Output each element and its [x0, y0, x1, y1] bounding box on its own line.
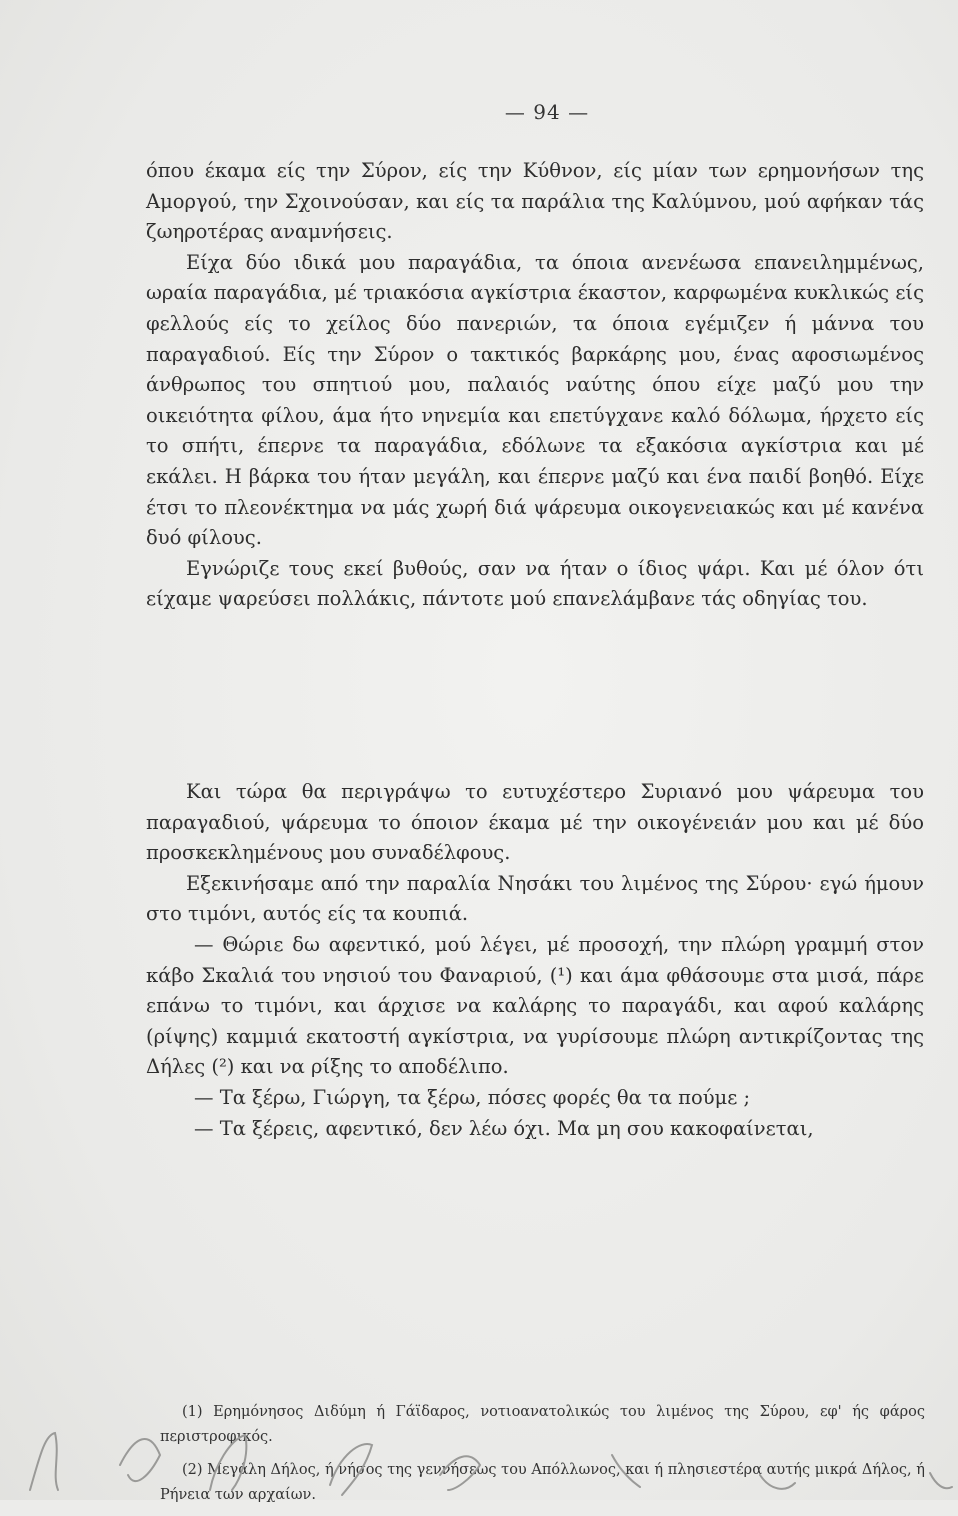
paragraph-guidance: Εγνώριζε τους εκεί βυθούς, σαν να ήταν ο ίδιος ψάρι. Και μέ όλον ότι είχαμε ψαρεύσει πολλάκις, πάντοτε μού επανελάμβανε τάς οδηγίας του. [146, 556, 924, 611]
main-text-section-1 [146, 156, 924, 615]
footnote-1: (1) Ερημόνησος Διδύμη ή Γάϊδαρος, νοτιοανατολικώς του λιμένος της Σύρου, εφ' ής φάρος περιστροφικός. [160, 1404, 925, 1445]
footnote-2: (2) Μεγάλη Δήλος, ή νήσος της γεννήσεως του Απόλλωνος, και ή πλησιεστέρα αυτής μικρά Δήλος, ή Ρήνεια των αρχαίων. [160, 1462, 925, 1503]
paragraph-continuation: όπου έκαμα είς την Σύρον, είς την Κύθνον, είς μίαν των ερημονήσων της Αμοργού, την Σχοινούσαν, και είς τα παράλια της Καλύμνου, μού αφήκαν τάς ζωηροτέρας αναμνήσεις. [146, 159, 924, 244]
main-text-section-2 [146, 777, 924, 1144]
dialogue-line: — Τα ξέρω, Γιώργη, τα ξέρω, πόσες φορές θα τα πούμε ; [194, 1085, 751, 1109]
dialogue-line: — Θώριε δω αφεντικό, μού λέγει, μέ προσοχή, την πλώρη γραμμή στον κάβο Σκαλιά του νησιού του Φαναριού, (¹) και άμα φθάσουμε στα μισά, πάρε επάνω το τιμόνι, και άρχισε να καλάρης το παραγάδι, και αφού καλάρης (ρίψης) καμμιά εκατοστή αγκίστρια, να γυρίσουμε πλώρη αντικρίζοντας της Δήλες (²) και να ρίξης το αποδέλιπο. [146, 932, 924, 1079]
paragraph-description: Και τώρα θα περιγράψω το ευτυχέστερο Συριανό μου ψάρευμα του παραγαδιού, ψάρευμα το όποιον έκαμα μέ την οικογένειάν μου και μέ δύο προσκεκλημένους μου συναδέλφους. [146, 780, 924, 865]
paragraph-fishing-lines: Είχα δύο ιδικά μου παραγάδια, τα όποια ανενέωσα επανειλημμένως, ωραία παραγάδια, μέ τριακόσια αγκίστρια έκαστον, καρφωμένα κυκλικώς είς φελλούς είς το χείλος δύο πανεριών, τα όποια εγέμιζεν ή μάννα του παραγαδιού. Είς την Σύρον ο τακτικός βαρκάρης μου, ένας αφοσιωμένος άνθρωπος του σπητιού μου, παλαιός ναύτης όπου είχε μαζύ μου την οικειότητα φίλου, άμα ήτο νηνεμία και επετύγχανε καλό δόλωμα, ήρχετο είς το σπήτι, έπερνε τα παραγάδια, εδόλωνε τα εξακόσια αγκίστρια και μέ εκάλει. Η βάρκα του ήταν μεγάλη, και έπερνε μαζύ και ένα παιδί βοηθό. Είχε έτσι το πλεονέκτημα να μάς χωρή διά ψάρευμα οικογενειακώς και μέ κανένα δυό φίλους. [146, 250, 924, 550]
dialogue-line: — Τα ξέρεις, αφεντικό, δεν λέω όχι. Μα μη σου κακοφαίνεται, [194, 1116, 814, 1140]
scribble-mark [30, 1433, 58, 1490]
footnotes [160, 1400, 925, 1516]
scribble-mark [930, 1473, 952, 1488]
page-number: — 94 — [504, 100, 590, 124]
paragraph-departure: Εξεκινήσαμε από την παραλία Νησάκι του λιμένος της Σύρου· εγώ ήμουν στο τιμόνι, αυτός είς τα κουπιά. [146, 871, 924, 926]
scribble-mark [120, 1439, 160, 1481]
